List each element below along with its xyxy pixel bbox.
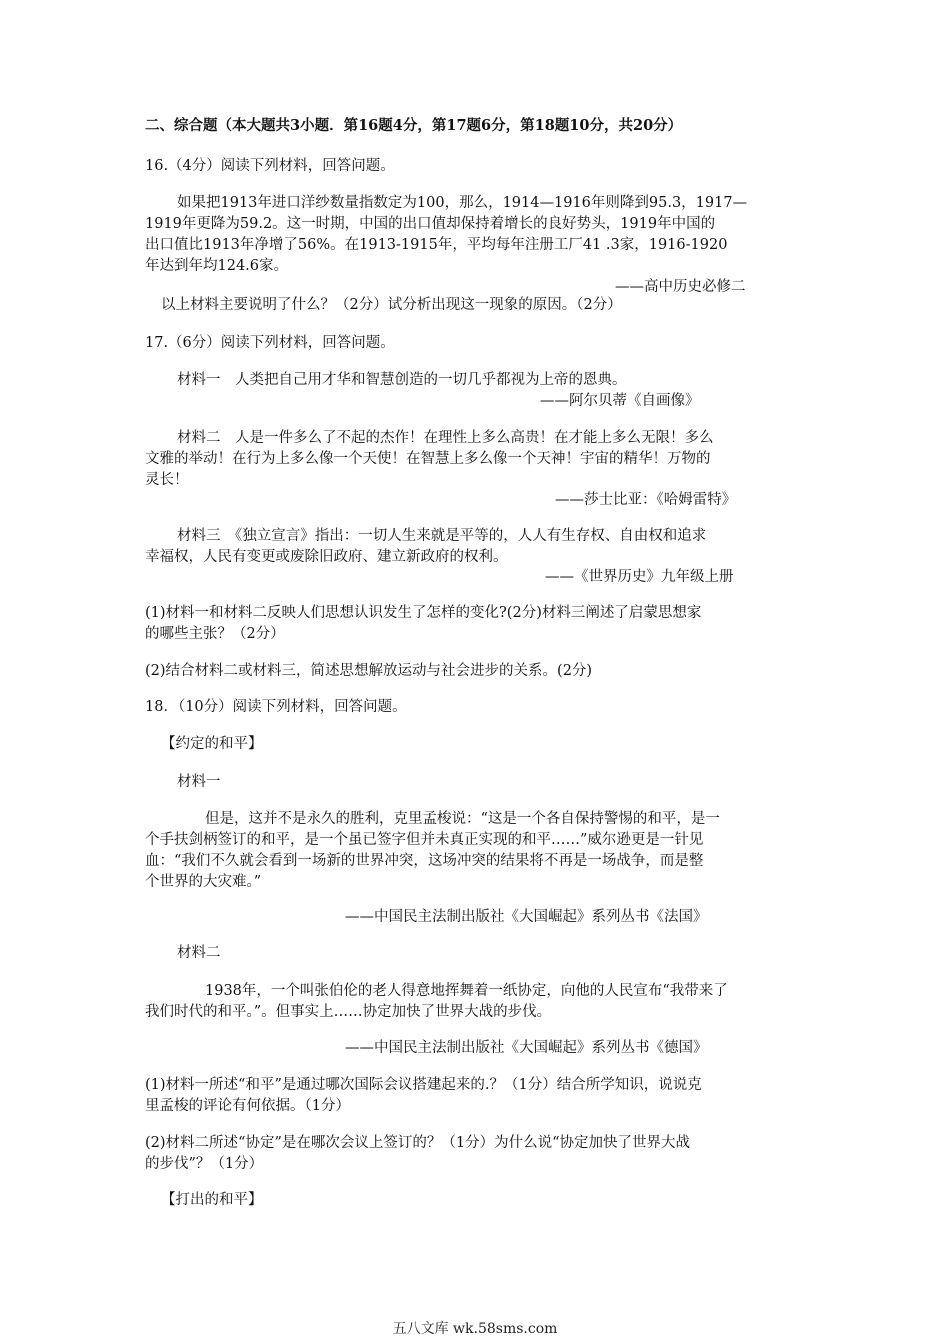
q18-title: 18．（10分）阅读下列材料，回答问题。 (145, 699, 407, 715)
q17-material2-line: 文雅的举动！在行为上多么像一个天使！在智慧上多么像一个天神！宇宙的精华！万物的 (145, 451, 711, 467)
q17-material3-source: ——《世界历史》九年级上册 (545, 569, 734, 585)
q17-material2-source: ——莎士比亚：《哈姆雷特》 (555, 492, 737, 508)
q18-material1-source: ——中国民主法制出版社《大国崛起》系列丛书《法国》 (345, 909, 708, 925)
q17-title: 17.（6分）阅读下列材料，回答问题。 (145, 335, 395, 351)
q17-subquestion1-line: (1)材料一和材料二反映人们思想认识发生了怎样的变化?(2分)材料三阐述了启蒙思想家 (145, 605, 702, 621)
q17-material1: 材料一 人类把自己用才华和智慧创造的一切几乎都视为上帝的恩典。 (177, 372, 627, 388)
q18-subquestion1-line: 里孟梭的评论有何依据。（1分） (145, 1098, 350, 1114)
q17-material3-line: 材料三 《独立宣言》指出：一切人生来就是平等的，人人有生存权、自由权和追求 (177, 528, 707, 544)
q16-material-line: 出口值比1913年净增了56%。在1913-1915年，平均每年注册工厂41 .3家，1916-1920 (145, 237, 728, 253)
q18-material1-line: 个手扶剑柄签订的和平，是一个虽已签字但并未真正实现的和平……”威尔逊更是一针见 (145, 832, 704, 848)
q16-material-line: 如果把1913年进口洋纱数量指数定为100，那么，1914—1916年则降到95.3，1917— (177, 195, 748, 211)
q18-material1-line: 血：“我们不久就会看到一场新的世界冲突，这场冲突的结果将不再是一场战争，而是整 (145, 853, 704, 869)
q18-material2-line: 我们时代的和平。”。但事实上……协定加快了世界大战的步伐。 (145, 1004, 552, 1020)
q17-material2-line: 材料二 人是一件多么了不起的杰作！在理性上多么高贵！在才能上多么无限！多么 (177, 430, 714, 446)
q18-material2-label: 材料二 (177, 945, 221, 961)
q16-title: 16.（4分）阅读下列材料，回答问题。 (145, 158, 395, 174)
section-header: 二、综合题（本大题共3小题．第16题4分，第17题6分，第18题10分，共20分） (145, 117, 683, 134)
q18-material1-line: 个世界的大灾难。” (145, 874, 262, 890)
q18-heading-fought-peace: 【打出的和平】 (161, 1192, 263, 1208)
q17-material3-line: 幸福权，人民有变更或废除旧政府、建立新政府的权利。 (145, 549, 508, 565)
footer-watermark: 五八文库 wk.58sms.com (392, 1321, 558, 1337)
q17-material2-line: 灵长！ (145, 472, 189, 488)
q18-heading-agreed-peace: 【约定的和平】 (161, 736, 263, 752)
q17-subquestion2: (2)结合材料二或材料三，简述思想解放运动与社会进步的关系。(2分) (145, 663, 593, 679)
q18-material2-source: ——中国民主法制出版社《大国崛起》系列丛书《德国》 (345, 1040, 708, 1056)
q18-subquestion1-line: (1)材料一所述“和平”是通过哪次国际会议搭建起来的.？（1分）结合所学知识，说说克 (145, 1077, 702, 1093)
q18-material2-line: 1938年，一个叫张伯伦的老人得意地挥舞着一纸协定，向他的人民宣布“我带来了 (205, 983, 728, 999)
q18-material1-line: 但是，这并不是永久的胜利，克里孟梭说：“这是一个各自保持警惕的和平，是一 (205, 811, 720, 827)
q18-subquestion2-line: (2)材料二所述“协定”是在哪次会议上签订的？（1分）为什么说“协定加快了世界大战 (145, 1135, 691, 1151)
q16-material-line: 1919年更降为59.2。这一时期，中国的出口值却保持着增长的良好势头，1919年中国的 (145, 216, 716, 232)
q18-subquestion2-line: 的步伐”？（1分） (145, 1156, 264, 1172)
q18-material1-label: 材料一 (177, 774, 221, 790)
q16-source: ——高中历史必修二 (615, 279, 746, 295)
q16-question: 以上材料主要说明了什么？（2分）试分析出现这一现象的原因。（2分） (161, 297, 622, 313)
q16-material-line: 年达到年均124.6家。 (145, 258, 289, 274)
q17-subquestion1-line: 的哪些主张？（2分） (145, 626, 285, 642)
q17-material1-source: ——阿尔贝蒂《自画像》 (540, 393, 700, 409)
